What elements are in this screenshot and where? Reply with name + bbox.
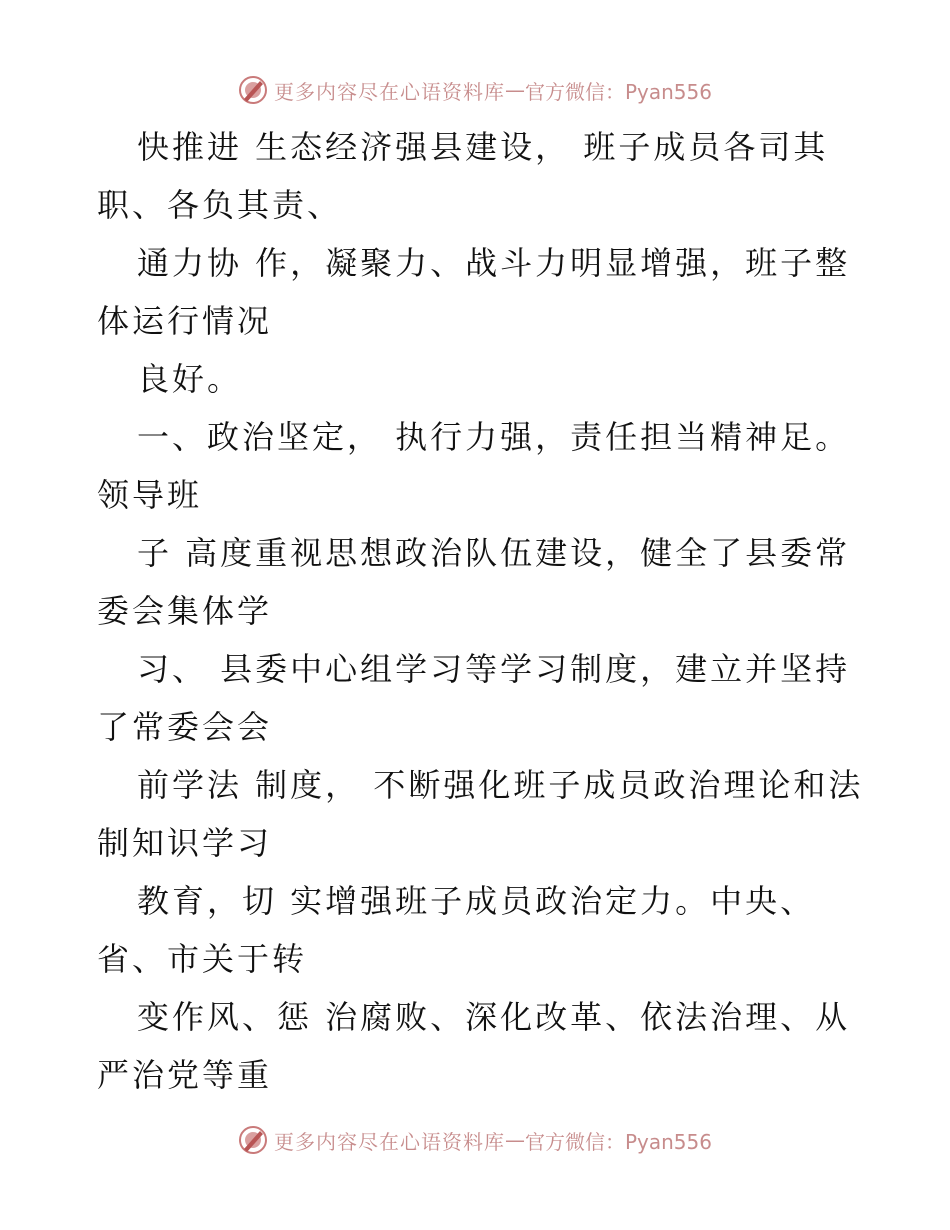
body-line: 习、 县委中心组学习等学习制度，建立并坚持 xyxy=(137,650,851,688)
body-line: 领导班 xyxy=(97,476,203,514)
body-line: 变作风、惩 治腐败、深化改革、依法治理、从 xyxy=(137,998,851,1036)
body-line: 前学法 制度， 不断强化班子成员政治理论和法 xyxy=(137,766,864,804)
body-line: 职、各负其责、 xyxy=(97,186,343,224)
watermark-text: 更多内容尽在心语资料库 xyxy=(273,1129,505,1154)
body-line: 良好。 xyxy=(137,360,243,398)
pen-logo-icon xyxy=(238,1125,268,1155)
watermark-footer xyxy=(0,1120,950,1160)
body-line: 了常委会会 xyxy=(97,708,273,746)
body-line: 省、市关于转 xyxy=(97,940,308,978)
watermark-separator: — xyxy=(504,1128,525,1152)
watermark-text: 更多内容尽在心语资料库 xyxy=(273,79,505,104)
body-line: 制知识学习 xyxy=(97,824,273,862)
body-line: 委会集体学 xyxy=(97,592,273,630)
watermark-wechat: 官方微信：Pyan556 xyxy=(524,79,712,104)
body-line: 教育，切 实增强班子成员政治定力。中央、 xyxy=(137,882,816,920)
watermark-header xyxy=(0,70,950,110)
body-line: 子 高度重视思想政治队伍建设，健全了县委常 xyxy=(137,534,851,572)
watermark-wechat: 官方微信：Pyan556 xyxy=(524,1129,712,1154)
body-line: 一、政治坚定， 执行力强，责任担当精神足。 xyxy=(137,418,851,456)
body-line: 通力协 作，凝聚力、战斗力明显增强，班子整 xyxy=(137,244,851,282)
pen-logo-icon xyxy=(238,75,268,105)
body-line: 快推进 生态经济强县建设， 班子成员各司其 xyxy=(137,128,829,166)
body-line: 严治党等重 xyxy=(97,1056,273,1094)
watermark-separator: — xyxy=(504,78,525,102)
body-line: 体运行情况 xyxy=(97,302,273,340)
